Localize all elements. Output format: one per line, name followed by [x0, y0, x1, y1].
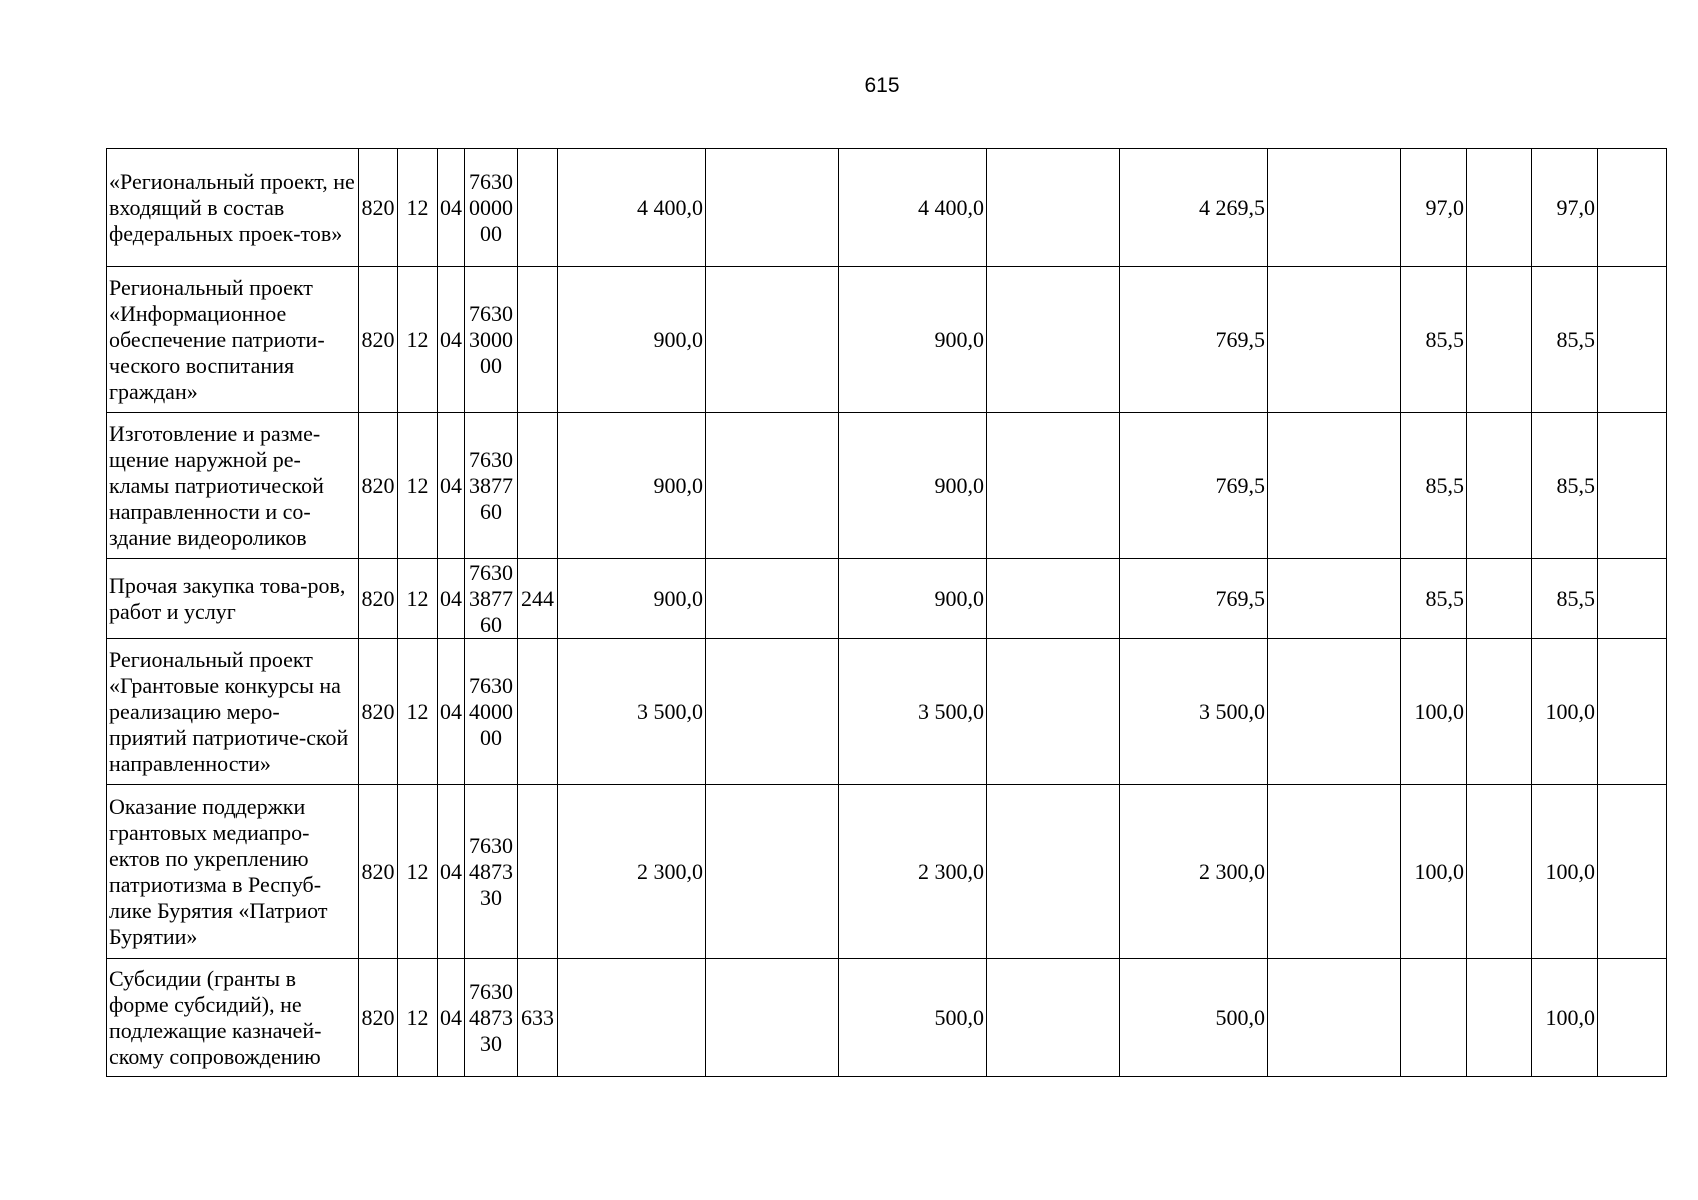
target-article-cell — [465, 413, 518, 559]
target-article-part: 7630 — [469, 672, 513, 698]
percent-cell — [1598, 149, 1667, 267]
admin-code-cell: 820 — [359, 149, 398, 267]
row-name-cell: Региональный проект «Информационное обеспечение патриоти-ческого воспитания граждан» — [107, 267, 359, 413]
percent-cell: 85,5 — [1532, 267, 1598, 413]
section-code-cell: 12 — [398, 149, 438, 267]
target-article-part: 7630 — [469, 446, 513, 472]
percent-cell — [1598, 267, 1667, 413]
section-code-cell: 12 — [398, 785, 438, 959]
amount-cell — [706, 785, 839, 959]
amount-cell: 2 300,0 — [1120, 785, 1268, 959]
amount-cell — [987, 413, 1120, 559]
budget-execution-table — [106, 148, 1667, 1077]
target-article-cell — [465, 639, 518, 785]
row-name-cell: Прочая закупка това-ров, работ и услуг — [107, 559, 359, 639]
section-code-cell: 12 — [398, 267, 438, 413]
target-article-cell — [465, 959, 518, 1077]
amount-cell — [987, 559, 1120, 639]
amount-cell — [706, 559, 839, 639]
amount-cell — [987, 959, 1120, 1077]
amount-cell — [706, 149, 839, 267]
percent-cell: 100,0 — [1401, 639, 1467, 785]
expense-kind-cell: 244 — [518, 559, 558, 639]
admin-code-cell: 820 — [359, 413, 398, 559]
amount-cell: 4 400,0 — [558, 149, 706, 267]
expense-kind-cell — [518, 639, 558, 785]
target-article-cell — [465, 267, 518, 413]
table-row — [107, 959, 1667, 1077]
target-article-part: 7630 — [469, 559, 513, 585]
target-article-part: 60 — [480, 611, 502, 637]
target-article-part: 00 — [480, 220, 502, 246]
table-row — [107, 559, 1667, 639]
percent-cell: 85,5 — [1401, 413, 1467, 559]
table-row — [107, 639, 1667, 785]
percent-cell: 100,0 — [1532, 959, 1598, 1077]
amount-cell: 769,5 — [1120, 559, 1268, 639]
amount-cell: 3 500,0 — [1120, 639, 1268, 785]
subsection-code-cell: 04 — [438, 149, 465, 267]
row-name-cell: Субсидии (гранты в форме субсидий), не подлежащие казначей-скому сопровождению — [107, 959, 359, 1077]
target-article-part: 30 — [480, 884, 502, 910]
percent-cell — [1401, 959, 1467, 1077]
amount-cell: 900,0 — [839, 413, 987, 559]
percent-cell — [1598, 559, 1667, 639]
admin-code-cell: 820 — [359, 959, 398, 1077]
amount-cell: 4 400,0 — [839, 149, 987, 267]
amount-cell: 769,5 — [1120, 267, 1268, 413]
percent-cell — [1467, 639, 1532, 785]
page-number: 615 — [864, 74, 900, 97]
row-name-cell: Региональный проект «Грантовые конкурсы на реализацию меро-приятий патриотиче-ской направленности» — [107, 639, 359, 785]
amount-cell — [706, 639, 839, 785]
amount-cell — [558, 959, 706, 1077]
target-article-cell — [465, 559, 518, 639]
subsection-code-cell: 04 — [438, 267, 465, 413]
amount-cell: 4 269,5 — [1120, 149, 1268, 267]
admin-code-cell: 820 — [359, 267, 398, 413]
subsection-code-cell: 04 — [438, 413, 465, 559]
section-code-cell: 12 — [398, 959, 438, 1077]
amount-cell: 3 500,0 — [839, 639, 987, 785]
percent-cell — [1467, 785, 1532, 959]
amount-cell — [1268, 267, 1401, 413]
target-article-part: 00 — [480, 352, 502, 378]
amount-cell — [987, 149, 1120, 267]
expense-kind-cell — [518, 267, 558, 413]
subsection-code-cell: 04 — [438, 785, 465, 959]
amount-cell: 900,0 — [839, 559, 987, 639]
percent-cell — [1598, 639, 1667, 785]
expense-kind-cell — [518, 413, 558, 559]
row-name-cell: «Региональный проект, не входящий в состав федеральных проек-тов» — [107, 149, 359, 267]
amount-cell — [1268, 639, 1401, 785]
percent-cell: 85,5 — [1532, 559, 1598, 639]
target-article-part: 7630 — [469, 168, 513, 194]
target-article-part: 3000 — [469, 326, 513, 352]
section-code-cell: 12 — [398, 639, 438, 785]
amount-cell: 900,0 — [558, 267, 706, 413]
amount-cell — [706, 267, 839, 413]
percent-cell: 85,5 — [1401, 267, 1467, 413]
percent-cell — [1467, 149, 1532, 267]
amount-cell — [1268, 149, 1401, 267]
target-article-part: 0000 — [469, 194, 513, 220]
admin-code-cell: 820 — [359, 559, 398, 639]
amount-cell: 500,0 — [839, 959, 987, 1077]
percent-cell: 100,0 — [1401, 785, 1467, 959]
expense-kind-cell: 633 — [518, 959, 558, 1077]
expense-kind-cell — [518, 149, 558, 267]
target-article-cell — [465, 785, 518, 959]
section-code-cell: 12 — [398, 413, 438, 559]
target-article-part: 7630 — [469, 300, 513, 326]
percent-cell: 100,0 — [1532, 785, 1598, 959]
percent-cell: 97,0 — [1532, 149, 1598, 267]
target-article-part: 3877 — [469, 472, 513, 498]
amount-cell — [1268, 413, 1401, 559]
percent-cell: 100,0 — [1532, 639, 1598, 785]
amount-cell: 900,0 — [558, 559, 706, 639]
amount-cell — [706, 959, 839, 1077]
amount-cell — [1268, 785, 1401, 959]
amount-cell — [1268, 959, 1401, 1077]
percent-cell — [1467, 413, 1532, 559]
percent-cell — [1467, 267, 1532, 413]
target-article-part: 3877 — [469, 585, 513, 611]
percent-cell: 85,5 — [1401, 559, 1467, 639]
admin-code-cell: 820 — [359, 785, 398, 959]
percent-cell — [1598, 413, 1667, 559]
subsection-code-cell: 04 — [438, 559, 465, 639]
target-article-part: 4000 — [469, 698, 513, 724]
target-article-cell — [465, 149, 518, 267]
subsection-code-cell: 04 — [438, 959, 465, 1077]
table-row — [107, 413, 1667, 559]
amount-cell: 2 300,0 — [558, 785, 706, 959]
section-code-cell: 12 — [398, 559, 438, 639]
percent-cell — [1598, 959, 1667, 1077]
percent-cell — [1467, 559, 1532, 639]
amount-cell — [1268, 559, 1401, 639]
row-name-cell: Оказание поддержки грантовых медиапро-ектов по укреплению патриотизма в Респуб-лике Бурятия «Патриот Бурятии» — [107, 785, 359, 959]
amount-cell: 3 500,0 — [558, 639, 706, 785]
table-row — [107, 149, 1667, 267]
row-name-cell: Изготовление и разме-щение наружной ре-кламы патриотической направленности и со-здание видеороликов — [107, 413, 359, 559]
subsection-code-cell: 04 — [438, 639, 465, 785]
amount-cell: 900,0 — [839, 267, 987, 413]
target-article-part: 60 — [480, 498, 502, 524]
amount-cell: 769,5 — [1120, 413, 1268, 559]
table-body — [107, 149, 1667, 1077]
percent-cell — [1467, 959, 1532, 1077]
expense-kind-cell — [518, 785, 558, 959]
amount-cell — [987, 267, 1120, 413]
table-row — [107, 267, 1667, 413]
target-article-part: 7630 — [469, 978, 513, 1004]
target-article-part: 4873 — [469, 1004, 513, 1030]
amount-cell — [987, 639, 1120, 785]
amount-cell: 2 300,0 — [839, 785, 987, 959]
target-article-part: 4873 — [469, 858, 513, 884]
percent-cell — [1598, 785, 1667, 959]
table-row — [107, 785, 1667, 959]
amount-cell — [987, 785, 1120, 959]
target-article-part: 00 — [480, 724, 502, 750]
target-article-part: 30 — [480, 1030, 502, 1056]
percent-cell: 85,5 — [1532, 413, 1598, 559]
amount-cell — [706, 413, 839, 559]
amount-cell: 900,0 — [558, 413, 706, 559]
amount-cell: 500,0 — [1120, 959, 1268, 1077]
target-article-part: 7630 — [469, 832, 513, 858]
percent-cell: 97,0 — [1401, 149, 1467, 267]
admin-code-cell: 820 — [359, 639, 398, 785]
